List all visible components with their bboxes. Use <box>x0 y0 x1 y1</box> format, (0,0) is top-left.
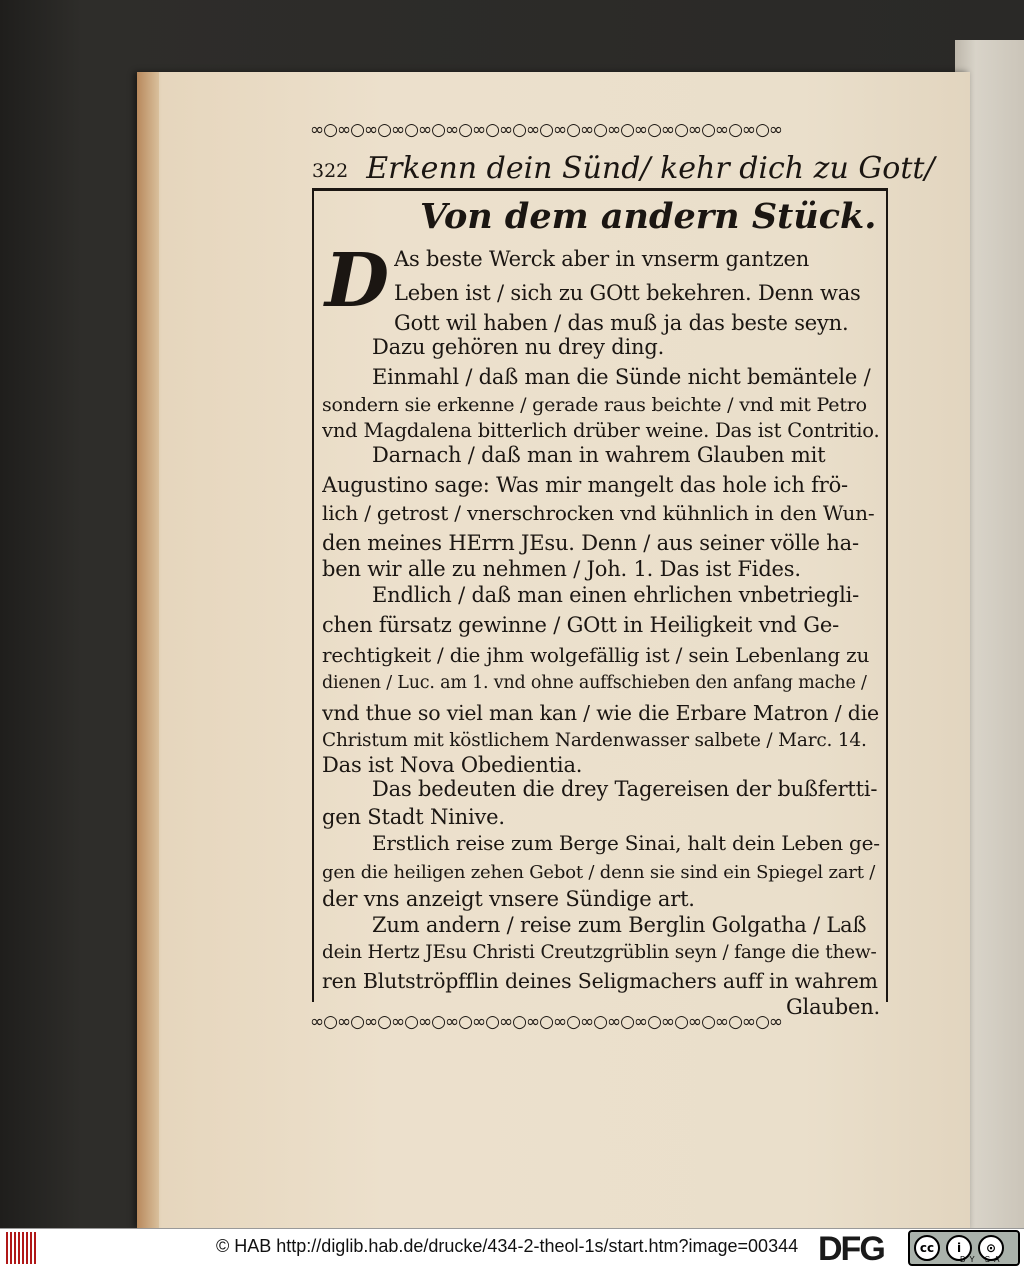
text-line <box>394 244 880 274</box>
source-url[interactable]: © HAB http://diglib.hab.de/drucke/434-2-theol-1s/start.htm?image=00344 <box>216 1236 799 1256</box>
text-line-content: ben wir alle zu nehmen / Joh. 1. Das ist Fides. <box>322 557 801 581</box>
text-line-content: den meines HErrn JEsu. Denn / aus seiner völle ha- <box>322 531 859 555</box>
drop-cap: D <box>324 238 390 324</box>
text-line-content: rechtigkeit / die jhm wolgefällig ist / sein Lebenlang zu <box>322 643 870 667</box>
page-spine <box>137 72 159 1228</box>
text-line-content: Das ist Nova Obedientia. <box>322 753 583 777</box>
text-line-content: gen Stadt Ninive. <box>322 805 505 829</box>
text-line <box>322 610 880 640</box>
text-line-content: gen die heiligen zehen Gebot / denn sie sind ein Spiegel zart / <box>322 862 876 883</box>
text-line-content: Einmahl / daß man die Sünde nicht bemäntele / <box>372 365 871 389</box>
text-line-content: vnd thue so viel man kan / wie die Erbare Matron / die <box>322 701 879 725</box>
text-line-content: Glauben. <box>785 995 880 1019</box>
attribution-icon: i <box>946 1235 972 1261</box>
cc-icon: cc <box>914 1235 940 1261</box>
text-line <box>372 332 880 362</box>
text-line-content: As beste Werck aber in vnserm gantzen <box>394 247 810 271</box>
text-line-content: Das bedeuten die drey Tagereisen der bußfertti- <box>372 777 878 801</box>
text-line-content: dienen / Luc. am 1. vnd ohne auffschieben den anfang mache / <box>322 673 867 693</box>
ornament-band-bottom: ∞○∞○∞○∞○∞○∞○∞○∞○∞○∞○∞○∞○∞○∞○∞○∞○∞○∞ <box>310 1012 783 1032</box>
text-line <box>372 910 880 940</box>
page-number: 322 <box>312 160 349 182</box>
ornament-band-top: ∞○∞○∞○∞○∞○∞○∞○∞○∞○∞○∞○∞○∞○∞○∞○∞○∞○∞ <box>310 120 783 140</box>
text-line-content: Erstlich reise zum Berge Sinai, halt dein Leben ge- <box>372 831 880 855</box>
text-line <box>322 938 880 968</box>
text-line <box>322 698 880 728</box>
barcode-icon <box>6 1232 36 1264</box>
running-title: Erkenn dein Sünd/ kehr dich zu Gott/ <box>366 151 935 186</box>
text-line <box>372 828 880 858</box>
text-line <box>394 278 880 308</box>
text-line-content: sondern sie erkenne / gerade raus beichte / vnd mit Petro <box>322 394 867 416</box>
text-line <box>322 640 880 670</box>
running-head <box>312 148 935 191</box>
text-line <box>372 362 880 392</box>
text-line-content: Christum mit köstlichem Nardenwasser salbete / Marc. 14. <box>322 730 867 751</box>
text-line <box>322 498 880 528</box>
text-line-content: Augustino sage: Was mir mangelt das hole ich frö- <box>322 473 848 497</box>
dfg-logo: DFG <box>818 1230 884 1268</box>
text-line-content: ren Blutströpfflin deines Seligmachers auff in wahrem <box>322 969 878 993</box>
text-line-content: Zum andern / reise zum Berglin Golgatha / Laß <box>372 913 867 937</box>
text-line-content: Darnach / daß man in wahrem Glauben mit <box>372 443 826 467</box>
share-alike-icon: ⊙ <box>978 1235 1004 1261</box>
text-line-content: Dazu gehören nu drey ding. <box>372 335 665 359</box>
text-line-content: vnd Magdalena bitterlich drüber weine. Das ist Contritio. <box>322 419 880 442</box>
text-line <box>322 470 880 500</box>
text-line <box>322 668 880 698</box>
text-line-content: chen fürsatz gewinne / GOtt in Heiligkeit vnd Ge- <box>322 613 839 637</box>
text-line-content: Leben ist / sich zu GOtt bekehren. Denn was <box>394 281 861 305</box>
text-line-content: Gott wil haben / das muß ja das beste seyn. <box>394 311 849 335</box>
text-line <box>372 774 880 804</box>
cc-labels: BY SA <box>960 1255 1004 1264</box>
text-line-content: Endlich / daß man einen ehrlichen vnbetriegli- <box>372 583 860 607</box>
text-line <box>372 440 880 470</box>
text-line-content: lich / getrost / vnerschrocken vnd kühnlich in den Wun- <box>322 501 875 525</box>
chapter-heading: Von dem andern Stück. <box>420 196 877 237</box>
text-line <box>372 580 880 610</box>
text-line-content: der vns anzeigt vnsere Sündige art. <box>322 887 695 911</box>
text-line-content: dein Hertz JEsu Christi Creutzgrüblin seyn / fange die thew- <box>322 942 877 963</box>
